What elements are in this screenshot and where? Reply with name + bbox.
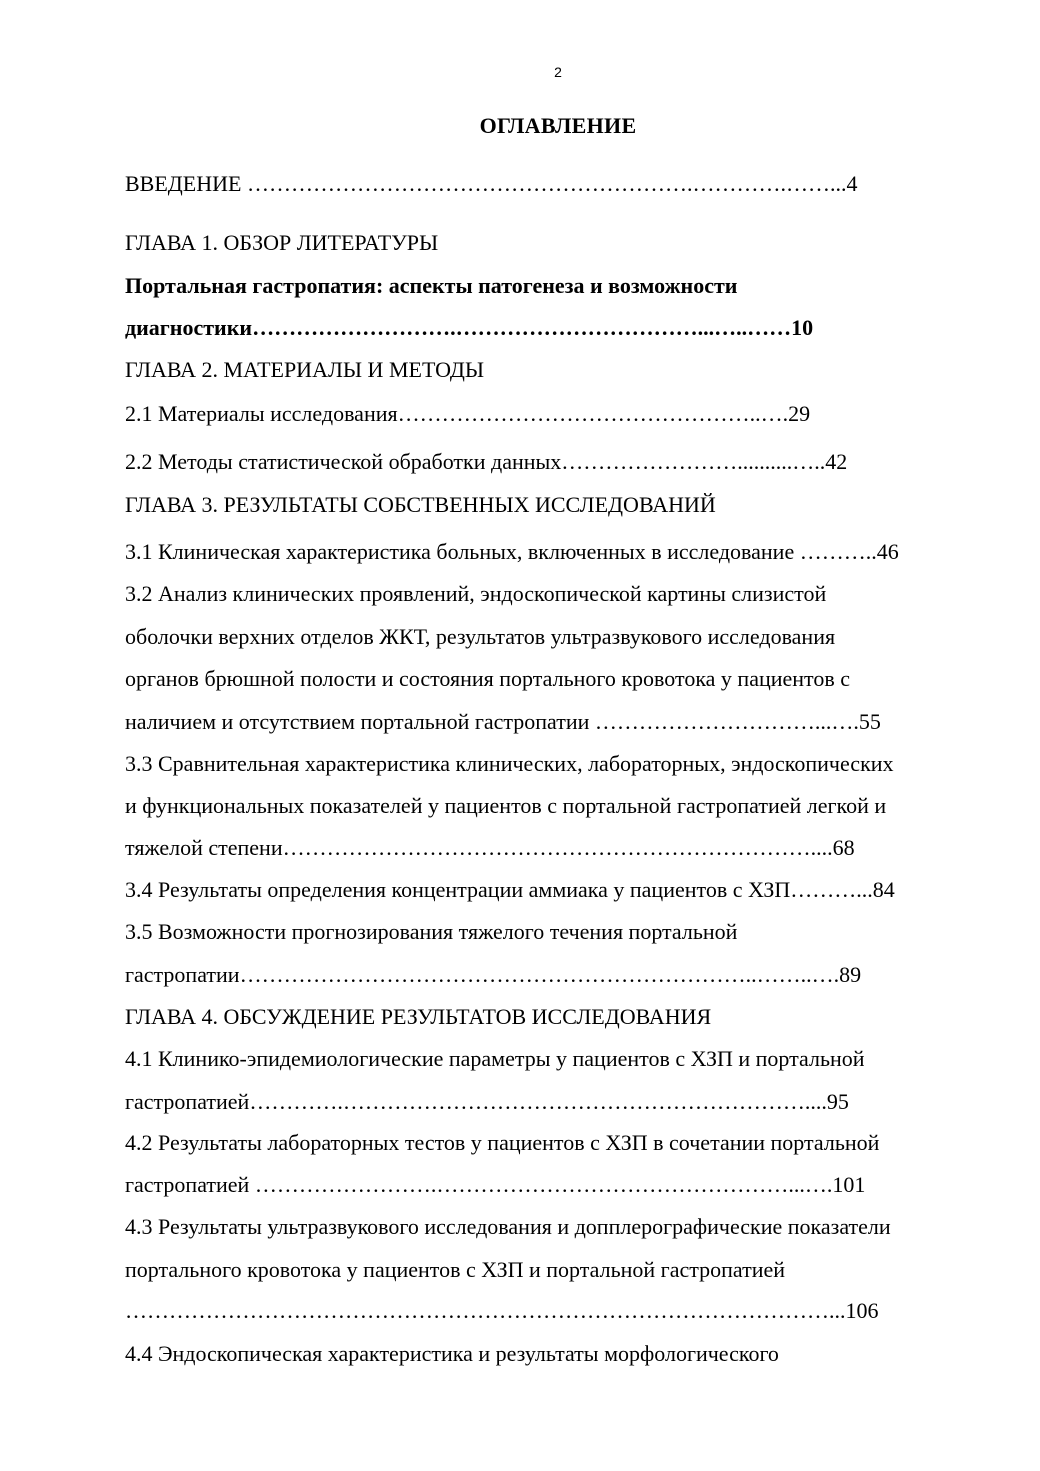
toc-entry-3-4: 3.4 Результаты определения концентрации аммиака у пациентов с ХЗП………...84 (125, 877, 895, 902)
toc-chapter-1-heading: ГЛАВА 1. ОБЗОР ЛИТЕРАТУРЫ (125, 230, 439, 255)
toc-entry-3-3: 3.3 Сравнительная характеристика клинических, лабораторных, эндоскопических (125, 751, 894, 776)
page-number: 2 (554, 64, 562, 80)
toc-entry-3-1: 3.1 Клиническая характеристика больных, включенных в исследование ………..46 (125, 539, 899, 564)
toc-entry-4-4: 4.4 Эндоскопическая характеристика и результаты морфологического (125, 1341, 779, 1366)
toc-entry-3-2: 3.2 Анализ клинических проявлений, эндоскопической картины слизистой (125, 581, 827, 606)
toc-entry-3-2-cont: органов брюшной полости и состояния портального кровотока у пациентов с (125, 666, 851, 691)
toc-entry-introduction: ВВЕДЕНИЕ …………………………………………………….………….……...4 (125, 171, 858, 196)
toc-entry-4-3-cont: ……………………………………………………………………………………...106 (125, 1298, 879, 1323)
toc-entry-3-2-cont: оболочки верхних отделов ЖКТ, результатов ультразвукового исследования (125, 624, 836, 649)
toc-entry-2-2: 2.2 Методы статистической обработки данных……………………..........…..42 (125, 449, 848, 474)
toc-chapter-2-heading: ГЛАВА 2. МАТЕРИАЛЫ И МЕТОДЫ (125, 357, 485, 382)
toc-entry-portal-gastropathy: Портальная гастропатия: аспекты патогенеза и возможности (125, 273, 738, 298)
toc-entry-3-5-cont: гастропатии……………………………………………………………..……..….89 (125, 962, 862, 987)
toc-entry-3-2-cont: наличием и отсутствием портальной гастропатии …………………………...….55 (125, 709, 881, 734)
toc-title: ОГЛАВЛЕНИЕ (479, 113, 637, 138)
toc-entry-4-3: 4.3 Результаты ультразвукового исследования и допплерографические показатели (125, 1214, 891, 1239)
toc-entry-portal-gastropathy-cont: диагностики……………………….……………………………...…..……10 (125, 315, 814, 340)
toc-entry-3-3-cont: и функциональных показателей у пациентов с портальной гастропатией легкой и (125, 793, 887, 818)
toc-entry-4-2-cont: гастропатией …………………….…………………………………………...….101 (125, 1172, 866, 1197)
toc-entry-3-5: 3.5 Возможности прогнозирования тяжелого течения портальной (125, 919, 738, 944)
toc-entry-4-3-cont: портального кровотока у пациентов с ХЗП и портальной гастропатией (125, 1257, 785, 1282)
toc-entry-4-2: 4.2 Результаты лабораторных тестов у пациентов с ХЗП в сочетании портальной (125, 1130, 880, 1155)
toc-entry-4-1-cont: гастропатией………….………………………………………………………....95 (125, 1089, 849, 1114)
toc-chapter-3-heading: ГЛАВА 3. РЕЗУЛЬТАТЫ СОБСТВЕННЫХ ИССЛЕДОВАНИЙ (125, 492, 716, 517)
toc-chapter-4-heading: ГЛАВА 4. ОБСУЖДЕНИЕ РЕЗУЛЬТАТОВ ИССЛЕДОВАНИЯ (125, 1004, 712, 1029)
toc-entry-3-3-cont: тяжелой степени………………………………………………………………....68 (125, 835, 855, 860)
toc-entry-4-1: 4.1 Клинико-эпидемиологические параметры у пациентов с ХЗП и портальной (125, 1046, 865, 1071)
toc-entry-2-1: 2.1 Материалы исследования…………………………………………..….29 (125, 401, 811, 426)
